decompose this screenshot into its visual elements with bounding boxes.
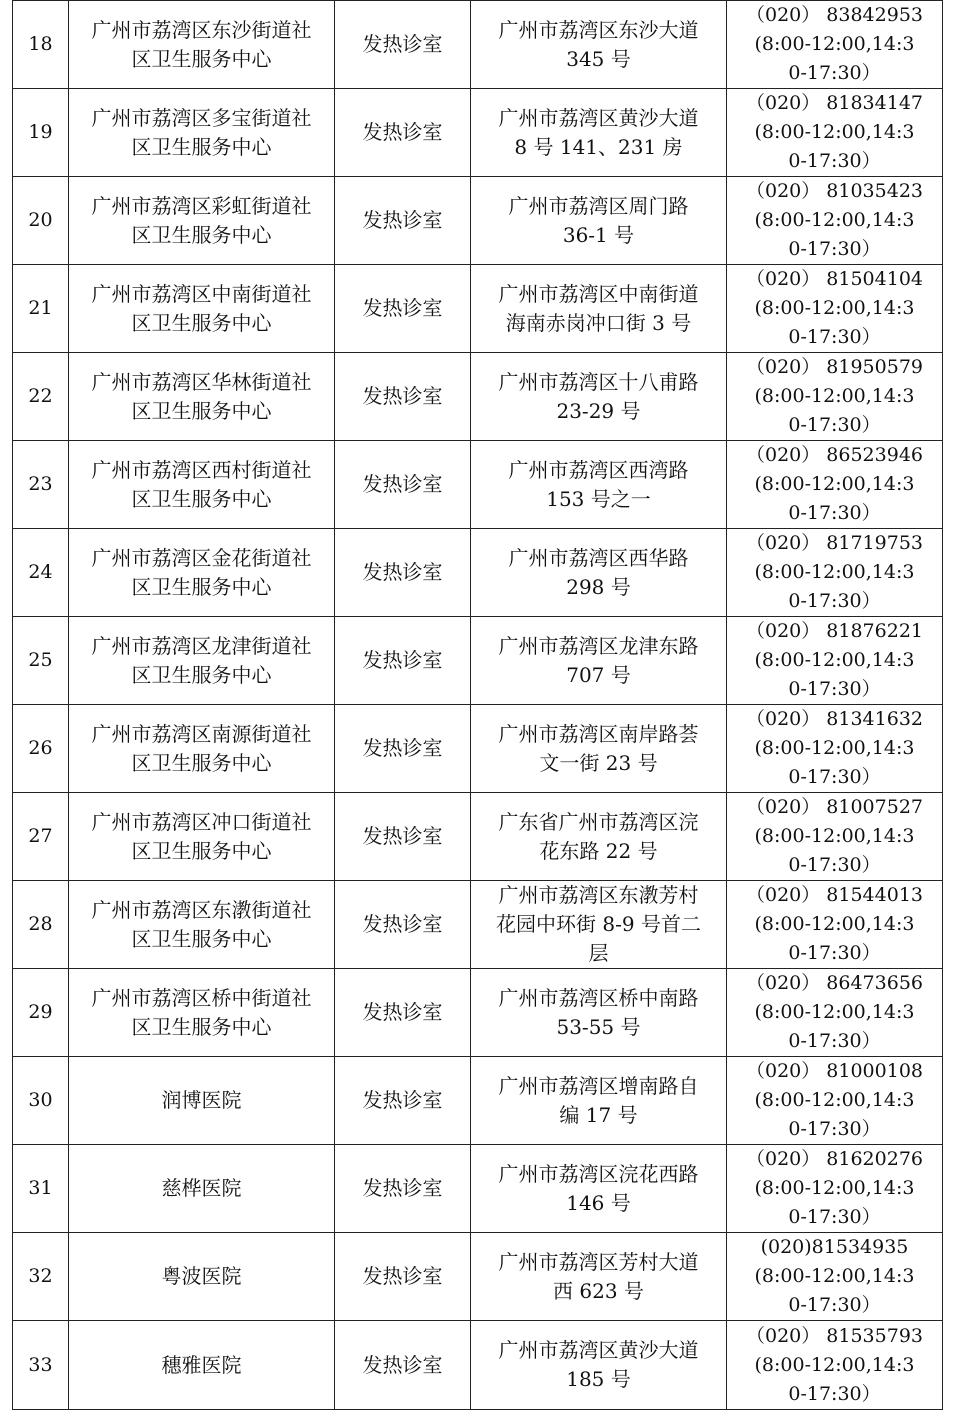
hours-l1-text: (8:00-12:00,14:3 [754,473,915,495]
name-l1-text: 广州市荔湾区东漖街道社 [91,897,312,922]
type-text: 发热诊室 [362,120,443,144]
hours-l1-text: (8:00-12:00,14:3 [754,825,915,847]
row-number [13,441,69,529]
addr-l2-text: 海南赤岗冲口街 3 号 [505,310,692,335]
addr-l2-text: 花东路 22 号 [539,838,658,863]
institution-name [69,353,335,441]
hours-l2-text: 0-17:30） [788,766,881,788]
type-text: 发热诊室 [362,384,443,408]
addr-l1-text: 广东省广州市荔湾区浣 [498,809,699,834]
addr-l1-text: 广州市荔湾区东漖芳村 [498,883,699,907]
address [471,1145,727,1233]
hours-l1-text: (8:00-12:00,14:3 [754,385,915,407]
addr-l2-text: 53-55 号 [556,1014,641,1039]
name-l1-text: 广州市荔湾区龙津街道社 [91,633,312,658]
phone-and-hours [727,705,943,793]
address [471,265,727,353]
hours-l2-text: 0-17:30） [788,942,881,964]
address [471,1321,727,1410]
addr-l1-text: 广州市荔湾区增南路自 [498,1073,699,1098]
type-text: 发热诊室 [362,1000,443,1024]
name-l2-text: 区卫生服务中心 [131,838,272,863]
name-l2-text: 区卫生服务中心 [131,750,272,775]
type-text: 发热诊室 [362,824,443,848]
hours-l2-text: 0-17:30） [788,590,881,612]
table-row [13,89,943,177]
row-number [13,177,69,265]
address [471,705,727,793]
phone-and-hours [727,793,943,881]
num-text: 20 [28,209,53,231]
hours-l2-text: 0-17:30） [788,854,881,876]
tel-text: （020） 81719753 [745,532,923,554]
clinic-type [335,177,471,265]
hours-l1-text: (8:00-12:00,14:3 [754,561,915,583]
institution-name [69,1233,335,1321]
clinic-type [335,529,471,617]
type-text: 发热诊室 [362,1088,443,1112]
num-text: 27 [28,825,53,847]
name-l1-text: 广州市荔湾区中南街道社 [91,281,312,306]
institution-name [69,793,335,881]
name-l1-text: 广州市荔湾区东沙街道社 [91,17,312,42]
addr-l1-text: 广州市荔湾区西湾路 [508,457,689,482]
table-row [13,353,943,441]
hours-l2-text: 0-17:30） [788,150,881,172]
addr-l2-text: 西 623 号 [553,1278,644,1303]
address [471,1,727,89]
phone-and-hours [727,265,943,353]
table-row [13,617,943,705]
name-l1-text: 慈桦医院 [161,1176,242,1200]
num-text: 29 [28,1001,53,1023]
phone-and-hours [727,529,943,617]
name-l1-text: 广州市荔湾区多宝街道社 [91,105,312,130]
table-row [13,1233,943,1321]
hours-l2-text: 0-17:30） [788,1294,881,1316]
name-l1-text: 广州市荔湾区西村街道社 [91,457,312,482]
addr-l2-text: 345 号 [566,46,631,71]
phone-and-hours [727,1321,943,1410]
name-l1-text: 粤波医院 [161,1264,242,1288]
address [471,89,727,177]
clinic-table-body [13,1,943,1410]
hours-l2-text: 0-17:30） [788,1118,881,1140]
institution-name [69,441,335,529]
num-text: 19 [28,121,53,143]
num-text: 31 [28,1177,53,1199]
tel-text: （020） 81834147 [745,92,923,114]
institution-name [69,1321,335,1410]
hours-l1-text: (8:00-12:00,14:3 [754,649,915,671]
tel-text: （020） 81535793 [745,1324,923,1347]
table-row [13,265,943,353]
table-row [13,1321,943,1410]
row-number [13,793,69,881]
hours-l2-text: 0-17:30） [788,1382,881,1405]
addr-l1-text: 广州市荔湾区东沙大道 [498,17,699,42]
clinic-type [335,441,471,529]
addr-l2-text: 146 号 [566,1190,631,1215]
institution-name [69,89,335,177]
hours-l2-text: 0-17:30） [788,1206,881,1228]
row-number [13,1321,69,1410]
institution-name [69,1145,335,1233]
phone-and-hours [727,177,943,265]
clinic-type [335,793,471,881]
addr-l1-text: 广州市荔湾区西华路 [508,545,689,570]
table-row [13,177,943,265]
num-text: 24 [28,561,53,583]
tel-text: （020） 81620276 [745,1148,923,1170]
phone-and-hours [727,1233,943,1321]
name-l1-text: 广州市荔湾区冲口街道社 [91,809,312,834]
table-row [13,529,943,617]
hours-l1-text: (8:00-12:00,14:3 [754,737,915,759]
name-l2-text: 区卫生服务中心 [131,310,272,335]
tel-text: （020） 86523946 [745,444,923,466]
hours-l1-text: (8:00-12:00,14:3 [754,1353,915,1376]
table-row [13,705,943,793]
tel-text: （020） 81544013 [745,884,923,906]
tel-text: （020） 81000108 [745,1060,923,1082]
addr-l2-text: 编 17 号 [559,1102,638,1127]
name-l1-text: 广州市荔湾区彩虹街道社 [91,193,312,218]
table-row [13,881,943,969]
clinic-type [335,265,471,353]
num-text: 28 [28,913,53,935]
tel-text: （020） 81876221 [745,620,923,642]
tel-text: （020） 81504104 [745,268,923,290]
row-number [13,529,69,617]
num-text: 21 [28,297,53,319]
name-l2-text: 区卫生服务中心 [131,398,272,423]
row-number [13,969,69,1057]
name-l2-text: 区卫生服务中心 [131,46,272,71]
institution-name [69,617,335,705]
type-text: 发热诊室 [362,1264,443,1288]
phone-and-hours [727,969,943,1057]
clinic-type [335,1057,471,1145]
row-number [13,89,69,177]
table-row [13,1057,943,1145]
name-l1-text: 广州市荔湾区华林街道社 [91,369,312,394]
address [471,969,727,1057]
type-text: 发热诊室 [362,912,443,936]
table-row [13,793,943,881]
addr-l2-text: 185 号 [566,1367,631,1391]
row-number [13,617,69,705]
clinic-type [335,881,471,969]
institution-name [69,265,335,353]
tel-text: （020） 81950579 [745,356,923,378]
type-text: 发热诊室 [362,208,443,232]
num-text: 33 [28,1353,53,1376]
addr-l1-text: 广州市荔湾区桥中南路 [498,985,699,1010]
row-number [13,705,69,793]
hours-l1-text: (8:00-12:00,14:3 [754,1265,915,1287]
name-l2-text: 区卫生服务中心 [131,134,272,159]
table-row [13,969,943,1057]
addr-l1-text: 广州市荔湾区浣花西路 [498,1161,699,1186]
clinic-type [335,1233,471,1321]
address [471,441,727,529]
row-number [13,265,69,353]
tel-text: （020） 86473656 [745,972,923,994]
hours-l1-text: (8:00-12:00,14:3 [754,297,915,319]
num-text: 30 [28,1089,53,1111]
row-number [13,1145,69,1233]
num-text: 23 [28,473,53,495]
tel-text: （020） 81007527 [745,796,923,818]
addr-l1-text: 广州市荔湾区南岸路荟 [498,721,699,746]
table-row [13,441,943,529]
name-l2-text: 区卫生服务中心 [131,662,272,687]
address [471,793,727,881]
clinic-type [335,617,471,705]
addr-l2-text: 8 号 141、231 房 [514,134,683,159]
institution-name [69,969,335,1057]
clinic-type [335,1145,471,1233]
institution-name [69,881,335,969]
addr-l2-text: 23-29 号 [556,398,641,423]
type-text: 发热诊室 [362,736,443,760]
row-number [13,1057,69,1145]
name-l2-text: 区卫生服务中心 [131,1014,272,1039]
phone-and-hours [727,1057,943,1145]
phone-and-hours [727,441,943,529]
hours-l2-text: 0-17:30） [788,502,881,524]
hours-l2-text: 0-17:30） [788,1030,881,1052]
phone-and-hours [727,1,943,89]
hours-l2-text: 0-17:30） [788,326,881,348]
name-l1-text: 广州市荔湾区南源街道社 [91,721,312,746]
phone-and-hours [727,617,943,705]
institution-name [69,177,335,265]
phone-and-hours [727,89,943,177]
hours-l2-text: 0-17:30） [788,238,881,260]
addr-l1-text: 广州市荔湾区中南街道 [498,281,699,306]
num-text: 22 [28,385,53,407]
addr-l1-text: 广州市荔湾区黄沙大道 [498,105,699,130]
hours-l1-text: (8:00-12:00,14:3 [754,209,915,231]
tel-text: （020） 81341632 [745,708,923,730]
table-row [13,1,943,89]
type-text: 发热诊室 [362,648,443,672]
clinic-type [335,89,471,177]
row-number [13,1,69,89]
type-text: 发热诊室 [362,472,443,496]
institution-name [69,705,335,793]
address [471,1233,727,1321]
hours-l1-text: (8:00-12:00,14:3 [754,121,915,143]
clinic-type [335,1321,471,1410]
hours-l1-text: (8:00-12:00,14:3 [754,33,915,55]
row-number [13,353,69,441]
clinic-table [12,0,943,1410]
hours-l1-text: (8:00-12:00,14:3 [754,1001,915,1023]
table-row [13,1145,943,1233]
row-number [13,1233,69,1321]
hours-l2-text: 0-17:30） [788,414,881,436]
phone-and-hours [727,1145,943,1233]
addr-l2-text: 298 号 [566,574,631,599]
institution-name [69,1057,335,1145]
addr-l1-text: 广州市荔湾区龙津东路 [498,633,699,658]
name-l1-text: 润博医院 [161,1088,242,1112]
hours-l1-text: (8:00-12:00,14:3 [754,1177,915,1199]
name-l2-text: 区卫生服务中心 [131,222,272,247]
addr-l2-text: 707 号 [566,662,631,687]
row-number [13,881,69,969]
name-l1-text: 广州市荔湾区桥中街道社 [91,985,312,1010]
addr-l1-text: 广州市荔湾区周门路 [508,193,689,218]
name-l2-text: 区卫生服务中心 [131,486,272,511]
name-l1-text: 穗雅医院 [161,1352,242,1377]
name-l2-text: 区卫生服务中心 [131,926,272,951]
name-l1-text: 广州市荔湾区金花街道社 [91,545,312,570]
clinic-type [335,353,471,441]
num-text: 32 [28,1265,53,1287]
address [471,353,727,441]
type-text: 发热诊室 [362,32,443,56]
phone-and-hours [727,881,943,969]
addr-l1-text: 广州市荔湾区芳村大道 [498,1249,699,1274]
addr-l1-text: 广州市荔湾区黄沙大道 [498,1338,699,1362]
hours-l1-text: (8:00-12:00,14:3 [754,1089,915,1111]
addr-l2-text: 36-1 号 [562,222,635,247]
addr-l2-text: 153 号之一 [546,486,651,511]
clinic-type [335,969,471,1057]
type-text: 发热诊室 [362,1352,443,1377]
tel-text: （020） 81035423 [745,180,923,202]
address [471,881,727,969]
tel-text: （020） 83842953 [745,4,923,26]
address [471,529,727,617]
type-text: 发热诊室 [362,1176,443,1200]
address [471,177,727,265]
type-text: 发热诊室 [362,296,443,320]
addr-l3-text: 层 [588,941,609,965]
addr-l1-text: 广州市荔湾区十八甫路 [498,369,699,394]
institution-name [69,1,335,89]
num-text: 26 [28,737,53,759]
phone-and-hours [727,353,943,441]
addr-l2-text: 花园中环街 8-9 号首二 [496,912,701,936]
institution-name [69,529,335,617]
clinic-type [335,1,471,89]
num-text: 25 [28,649,53,671]
tel-text: (020)81534935 [760,1236,909,1258]
name-l2-text: 区卫生服务中心 [131,574,272,599]
address [471,1057,727,1145]
address [471,617,727,705]
addr-l2-text: 文一街 23 号 [539,750,658,775]
num-text: 18 [28,33,53,55]
clinic-type [335,705,471,793]
hours-l2-text: 0-17:30） [788,678,881,700]
type-text: 发热诊室 [362,560,443,584]
hours-l1-text: (8:00-12:00,14:3 [754,913,915,935]
hours-l2-text: 0-17:30） [788,62,881,84]
